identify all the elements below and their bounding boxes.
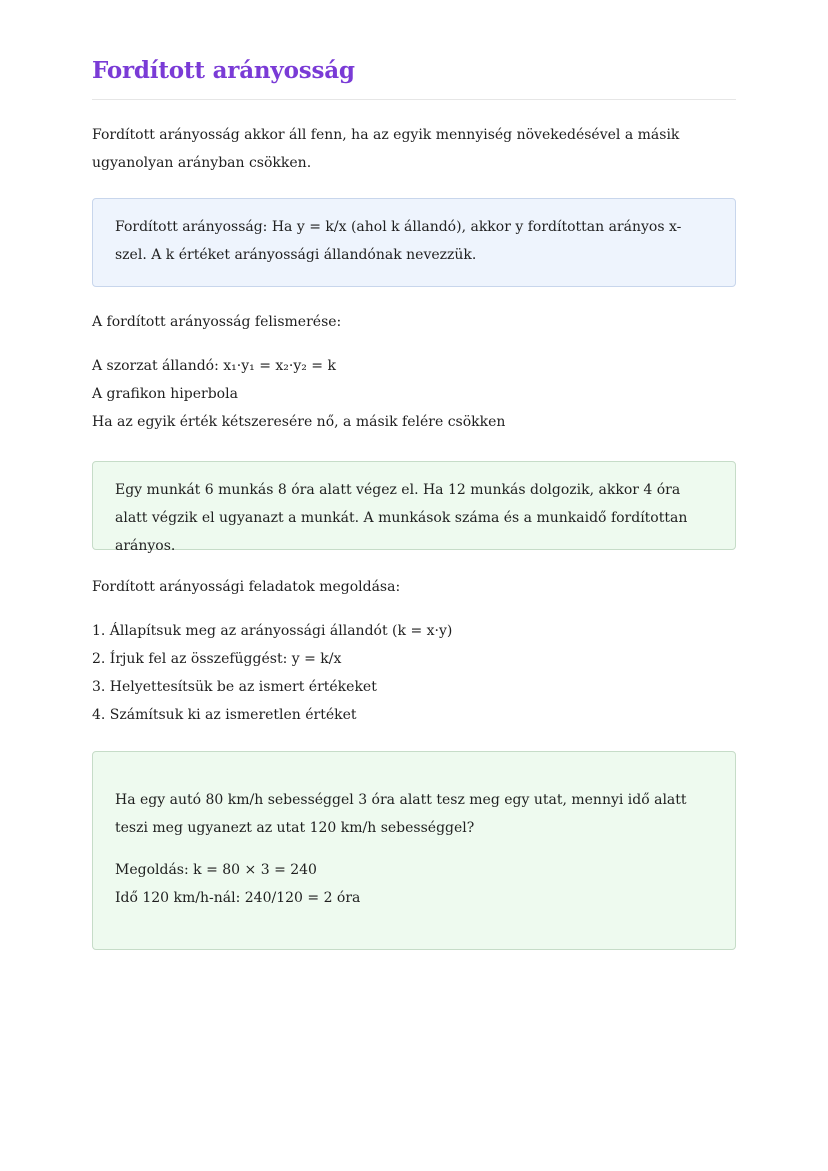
example-car-question: Ha egy autó 80 km/h sebességgel 3 óra alatt tesz meg egy utat, mennyi idő alatt teszi meg ugyanezt az utat 120 km/h sebességgel?: [115, 792, 687, 836]
solving-step-3: 3. Helyettesítsük be az ismert értékeket: [92, 679, 377, 695]
title-divider: [92, 99, 736, 100]
solving-step-1: 1. Állapítsuk meg az arányossági állandót (k = x·y): [92, 623, 453, 639]
example-workers-text: Egy munkát 6 munkás 8 óra alatt végez el. Ha 12 munkás dolgozik, akkor 4 óra alatt végzik el ugyanazt a munkát. A munkások száma és a munkaidő fordítottan arányos.: [115, 482, 688, 554]
intro-paragraph: Fordított arányosság akkor áll fenn, ha az egyik mennyiség növekedésével a másik ugyanolyan arányban csökken.: [92, 127, 680, 171]
page-title: Fordított arányosság: [92, 57, 355, 84]
solving-heading: Fordított arányossági feladatok megoldása:: [92, 579, 401, 595]
recognition-item-double: Ha az egyik érték kétszeresére nő, a másik felére csökken: [92, 414, 506, 430]
recognition-list: [92, 352, 736, 436]
recognition-heading: A fordított arányosság felismerése:: [92, 314, 342, 330]
document-page: [92, 56, 736, 950]
solving-steps-list: [92, 617, 736, 729]
example-box-car: [92, 751, 736, 950]
definition-box: [92, 198, 736, 287]
solving-step-4: 4. Számítsuk ki az ismeretlen értéket: [92, 707, 357, 723]
definition-text: Fordított arányosság: Ha y = k/x (ahol k állandó), akkor y fordítottan arányos x-szel. A k értéket arányossági állandónak nevezzük.: [115, 219, 682, 263]
recognition-item-graph: A grafikon hiperbola: [92, 386, 238, 402]
recognition-item-product: A szorzat állandó: x₁·y₁ = x₂·y₂ = k: [92, 358, 336, 374]
solving-step-2: 2. Írjuk fel az összefüggést: y = k/x: [92, 651, 342, 667]
example-box-workers: [92, 461, 736, 554]
example-car-solution-2: Idő 120 km/h-nál: 240/120 = 2 óra: [115, 890, 361, 906]
example-car-solution-1: Megoldás: k = 80 × 3 = 240: [115, 862, 317, 878]
